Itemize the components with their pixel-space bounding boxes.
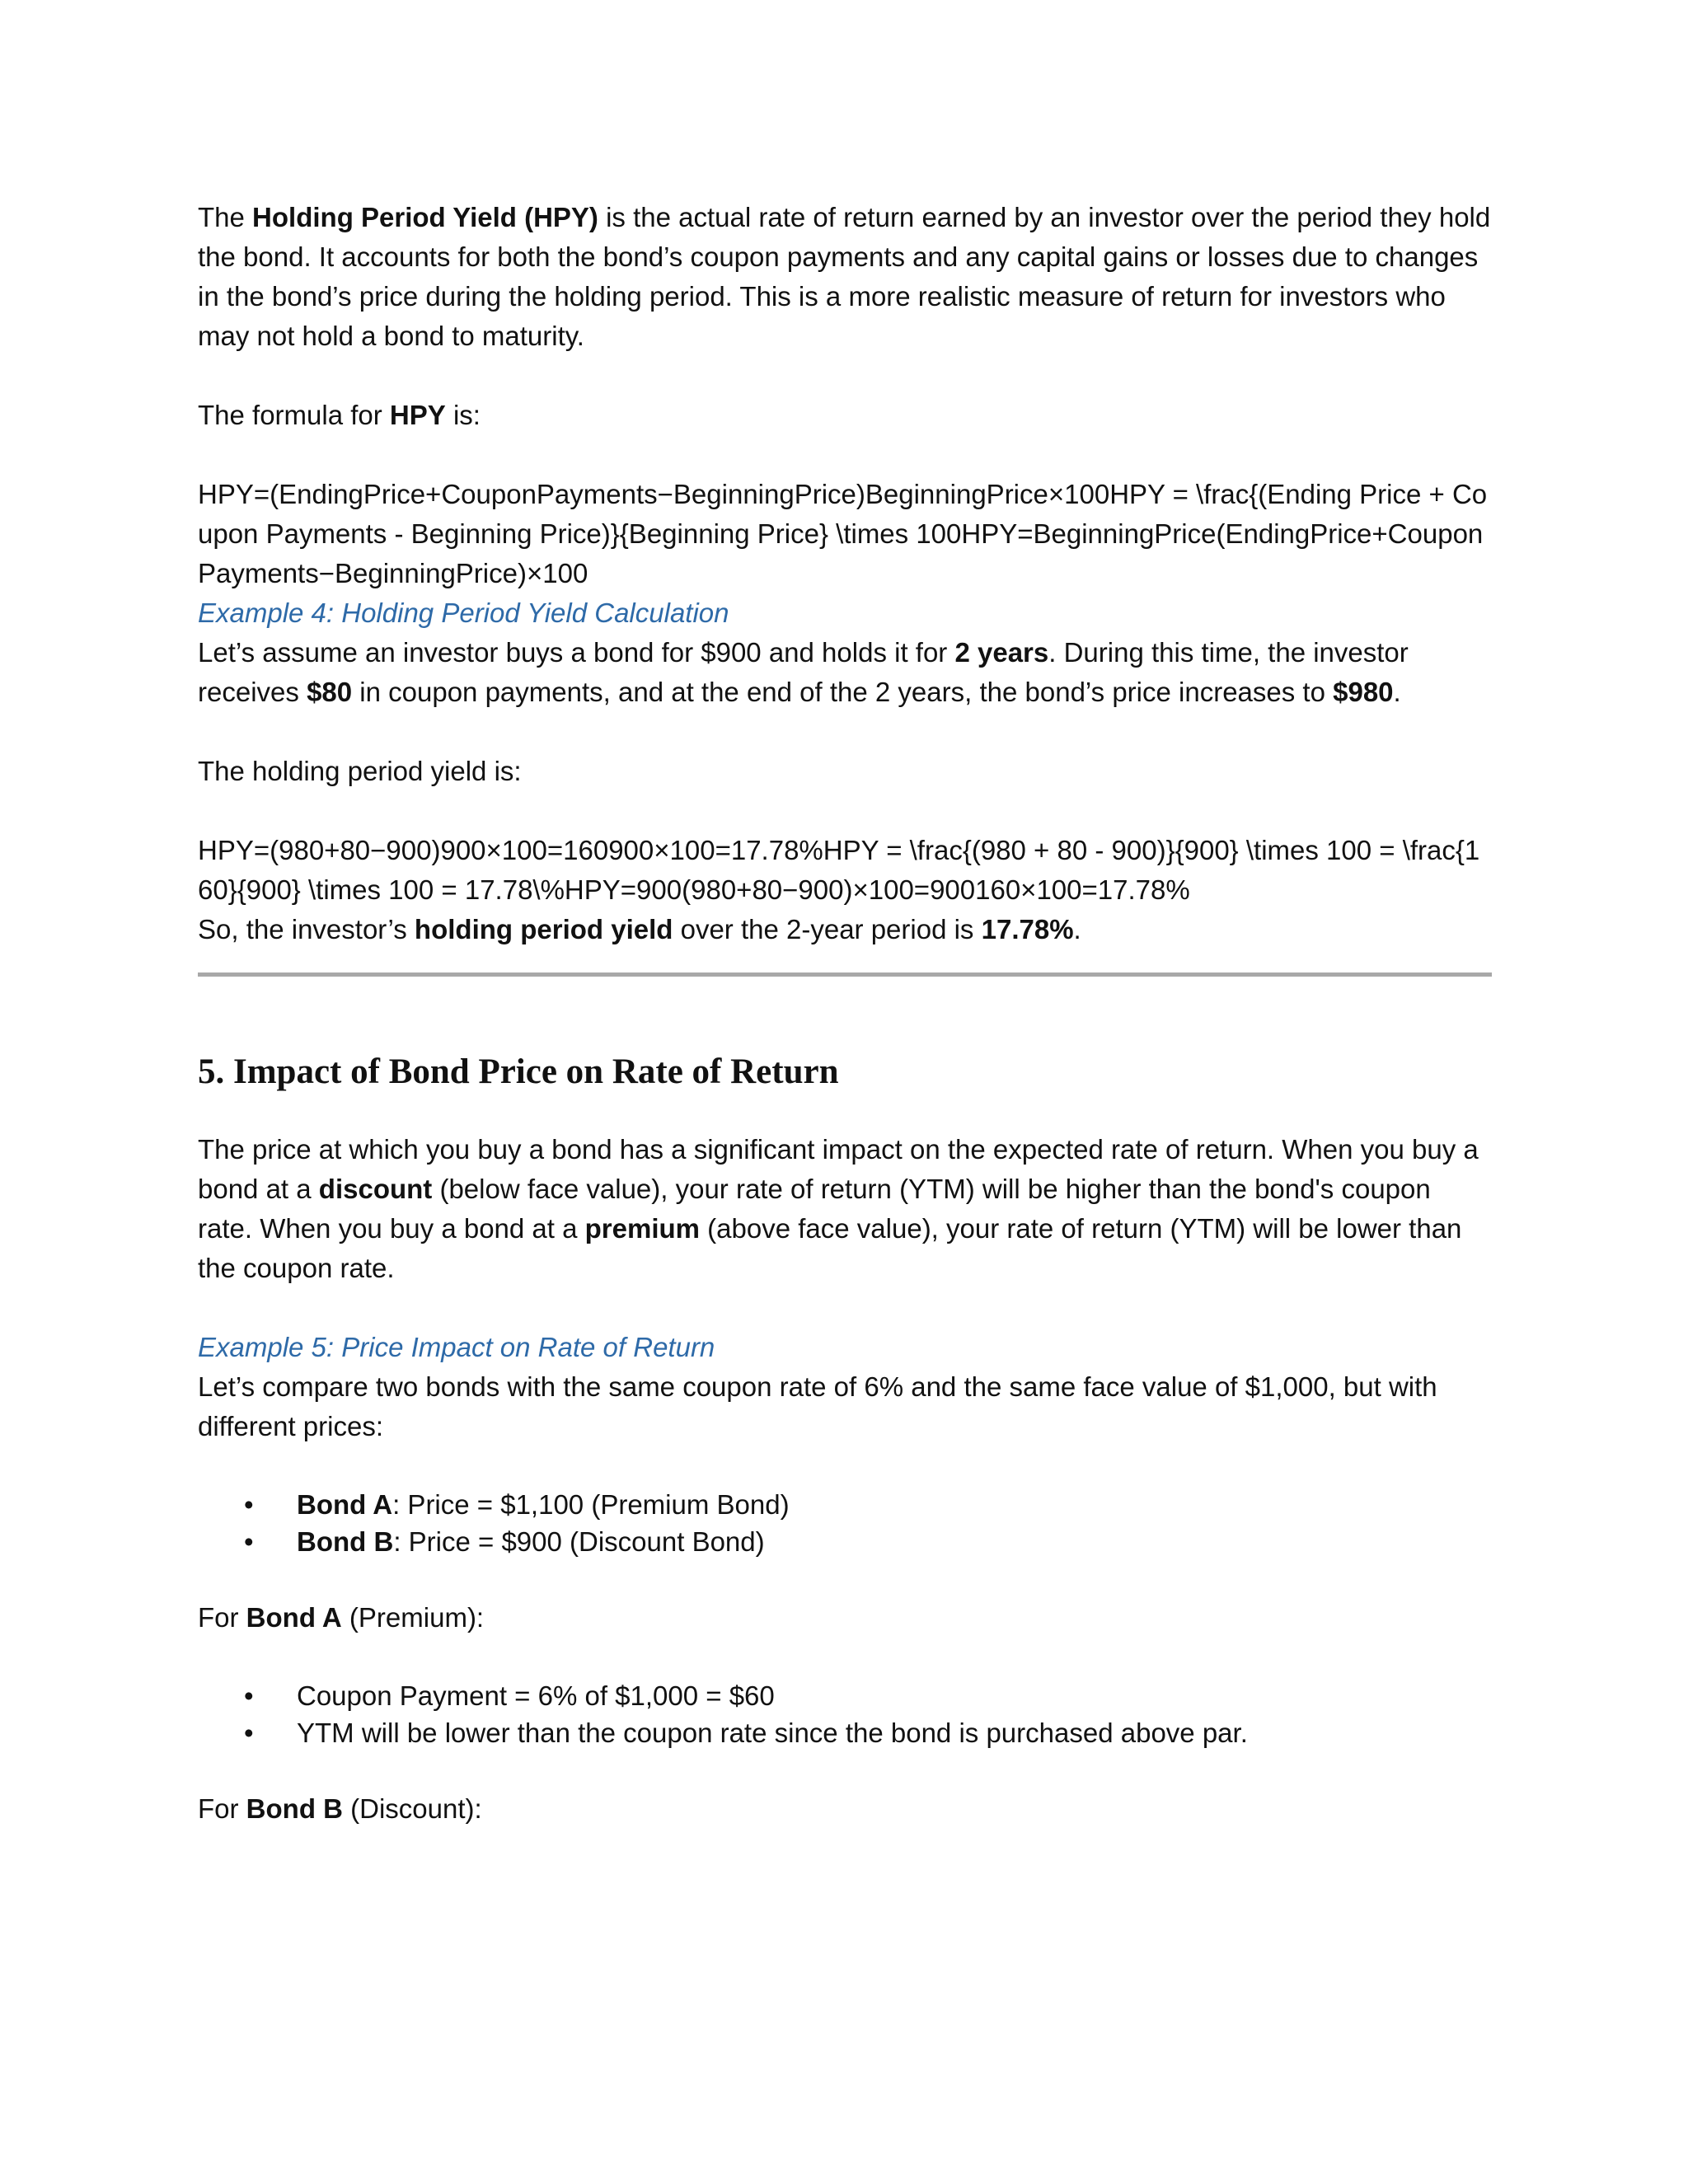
- hpy-formula: HPY=(EndingPrice+CouponPayments−BeginningPrice)BeginningPrice×100HPY = \frac{(Ending Price + Coupon Payments - Beginning Price)}{Beginning Price} \times 100HPY=BeginningPrice(EndingPrice+CouponPayments−BeginningPrice)×100: [198, 479, 1488, 588]
- bullet-icon: •: [244, 1526, 254, 1557]
- bond-b-label: For Bond B (Discount):: [198, 1793, 482, 1824]
- document-page: [198, 198, 1492, 1829]
- section-5-paragraph: The price at which you buy a bond has a significant impact on the expected rate of return. When you buy a bond at a discount (below face value), your rate of return (YTM) will be higher than the bond's coupon rate. When you buy a bond at a premium (above face value), your rate of return (YTM) will be lower than the coupon rate.: [198, 1134, 1479, 1283]
- bond-a-details-list: [198, 1677, 1492, 1751]
- list-item: • Bond A: Price = $1,100 (Premium Bond): [198, 1486, 1492, 1523]
- example-4-calculation: HPY=(980+80−900)900×100=160900×100=17.78%HPY = \frac{(980 + 80 - 900)}{900} \times 100 = \frac{160}{900} \times 100 = 17.78\%HPY=900(980+80−900)×100=900160×100=17.78%: [198, 835, 1480, 905]
- section-5-heading: 5. Impact of Bond Price on Rate of Return: [198, 1052, 839, 1091]
- hpy-term: Holding Period Yield (HPY): [252, 202, 598, 232]
- example-4-scenario: Let’s assume an investor buys a bond for $900 and holds it for 2 years. During this time, the investor receives $80 in coupon payments, and at the end of the 2 years, the bond’s price increases to $980.: [198, 637, 1409, 707]
- bullet-icon: •: [244, 1489, 254, 1520]
- bond-a-label: For Bond A (Premium):: [198, 1602, 485, 1633]
- formula-intro-paragraph: The formula for HPY is:: [198, 400, 481, 430]
- example-5-intro: Let’s compare two bonds with the same coupon rate of 6% and the same face value of $1,000, but with different prices:: [198, 1371, 1437, 1441]
- list-item: • YTM will be lower than the coupon rate since the bond is purchased above par.: [198, 1714, 1492, 1751]
- bullet-icon: •: [244, 1718, 254, 1748]
- example-4-conclusion: So, the investor’s holding period yield over the 2-year period is 17.78%.: [198, 914, 1081, 944]
- bullet-icon: •: [244, 1680, 254, 1711]
- hpy-intro-paragraph: The Holding Period Yield (HPY) is the actual rate of return earned by an investor over the period they hold the bond. It accounts for both the bond’s coupon payments and any capital gains or losses due to changes in the bond’s price during the holding period. This is a more realistic measure of return for investors who may not hold a bond to maturity.: [198, 202, 1491, 351]
- bond-price-list: [198, 1486, 1492, 1560]
- example-4-heading: Example 4: Holding Period Yield Calculation: [198, 598, 729, 628]
- horizontal-divider: [198, 972, 1492, 977]
- example-4-yield-intro: The holding period yield is:: [198, 756, 522, 786]
- example-5-heading: Example 5: Price Impact on Rate of Return: [198, 1332, 715, 1362]
- list-item: • Bond B: Price = $900 (Discount Bond): [198, 1523, 1492, 1560]
- list-item: • Coupon Payment = 6% of $1,000 = $60: [198, 1677, 1492, 1714]
- hpy-abbrev: HPY: [389, 400, 446, 430]
